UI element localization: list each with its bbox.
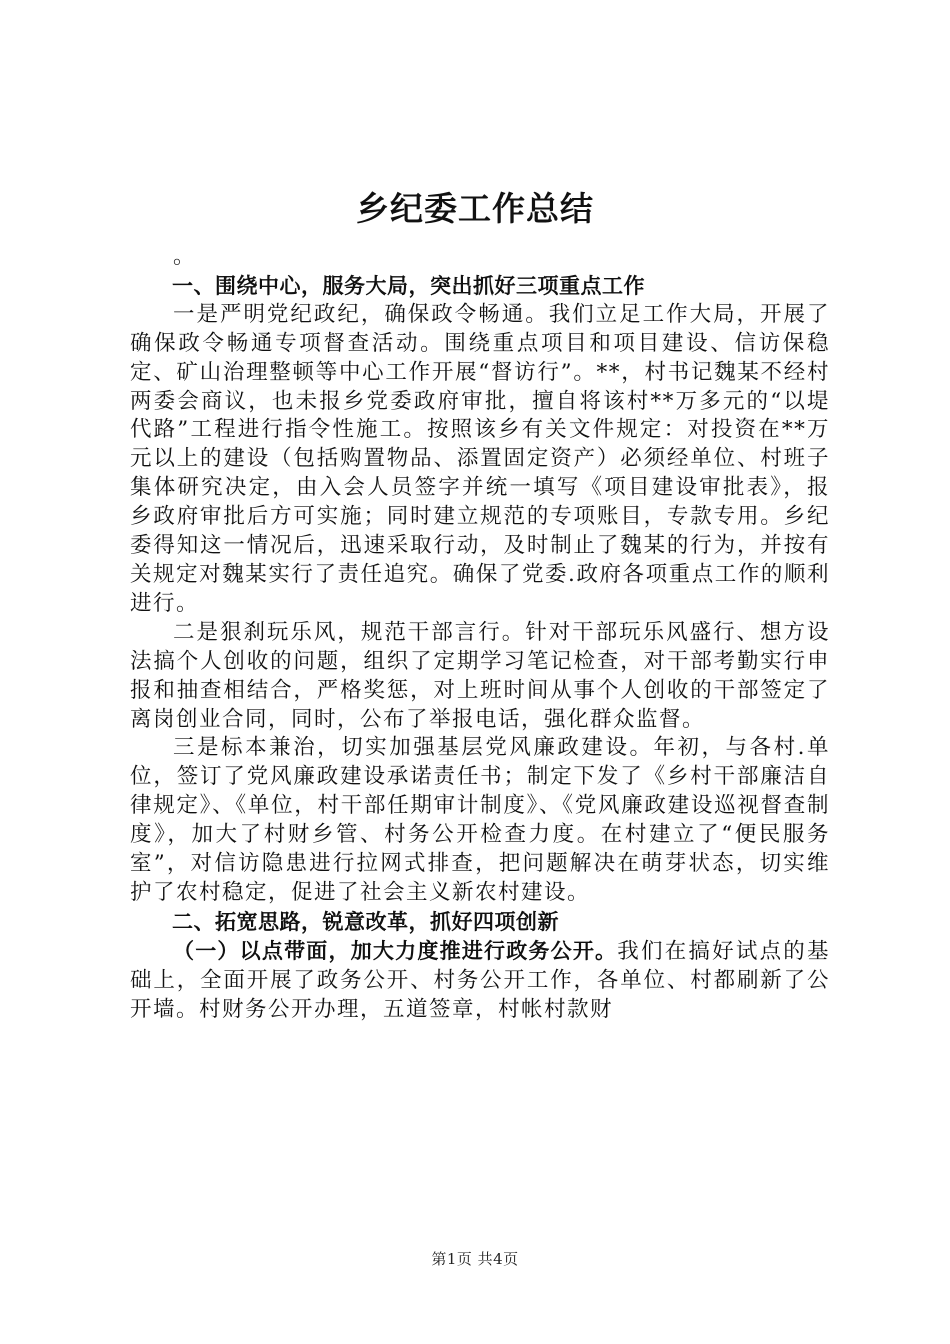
paragraph-3: 三是标本兼治，切实加强基层党风廉政建设。年初，与各村.单位，签订了党风廉政建设承诺责任书；制定下发了《乡村干部廉洁自律规定》、《单位，村干部任期审计制度》、《党风廉政建设巡视督查制度》，加大了村财乡管、村务公开检查力度。在村建立了“便民服务室”，对信访隐患进行拉网式排查，把问题解决在萌芽状态，切实维护了农村稳定，促进了社会主义新农村建设。 [130,735,830,905]
section-heading-2: 二、拓宽思路，锐意改革，抓好四项创新 [172,909,559,934]
leading-dot: 。 [173,244,197,269]
page-footer: 第1页 共4页 [431,1250,519,1268]
paragraph-4 [130,937,830,1025]
paragraph-4-lead: （一）以点带面，加大力度推进行政务公开。 [173,938,618,963]
section-heading-1: 一、围绕中心，服务大局，突出抓好三项重点工作 [172,273,645,298]
paragraph-4-text: 我们在搞好试点的基础上，全面开展了政务公开、村务公开工作，各单位、村都刷新了公开墙。村财务公开办理，五道签章，村帐村款财 [130,938,830,1022]
paragraph-1: 一是严明党纪政纪，确保政令畅通。我们立足工作大局，开展了确保政令畅通专项督查活动。围绕重点项目和项目建设、信访保稳定、矿山治理整顿等中心工作开展“督访行”。**，村书记魏某不经村两委会商议，也未报乡党委政府审批，擅自将该村**万多元的“以堤代路”工程进行指令性施工。按照该乡有关文件规定：对投资在**万元以上的建设（包括购置物品、添置固定资产）必须经单位、村班子集体研究决定，由入会人员签字并统一填写《项目建设审批表》，报乡政府审批后方可实施；同时建立规范的专项账目，专款专用。乡纪委得知这一情况后，迅速采取行动，及时制止了魏某的行为，并按有关规定对魏某实行了责任追究。确保了党委.政府各项重点工作的顺利进行。 [130,301,830,616]
paragraph-2: 二是狠刹玩乐风，规范干部言行。针对干部玩乐风盛行、想方设法搞个人创收的问题，组织了定期学习笔记检查，对干部考勤实行申报和抽查相结合，严格奖惩，对上班时间从事个人创收的干部签定了离岗创业合同，同时，公布了举报电话，强化群众监督。 [130,619,830,732]
page-title: 乡纪委工作总结 [356,189,594,228]
document-body [130,243,830,1024]
